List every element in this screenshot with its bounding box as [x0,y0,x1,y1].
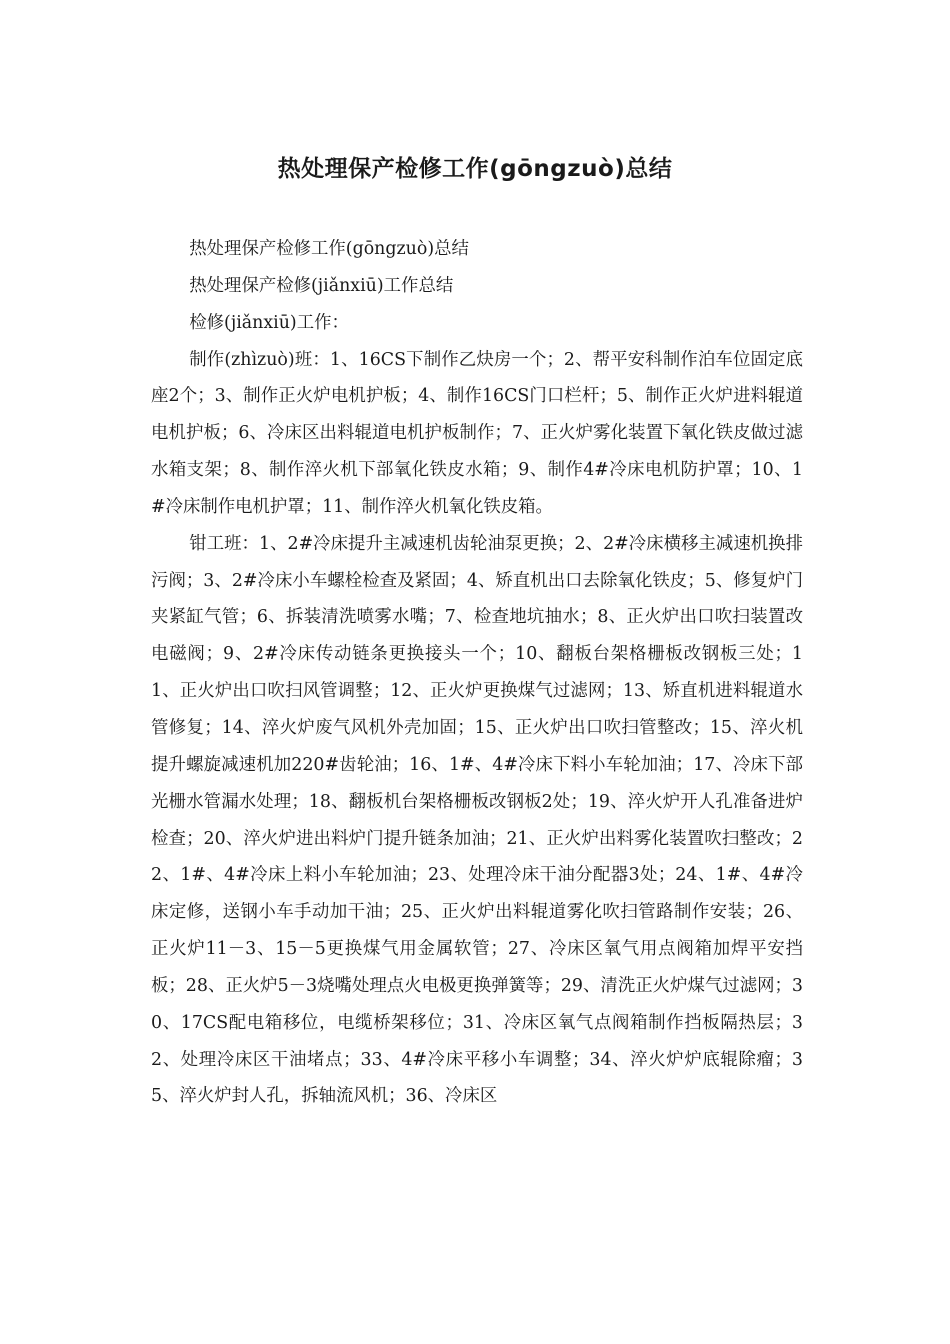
paragraph-subheading: 热处理保产检修(jiǎnxiū)工作总结 [189,275,454,296]
paragraph-fitter-team: 钳工班：1、2#冷床提升主减速机齿轮油泵更换；2、2#冷床横移主减速机换排污阀；3、2#冷床小车螺栓检查及紧固；4、矫直机出口去除氧化铁皮；5、修复炉门夹紧缸气管；6、拆装清洗喷雾水嘴；7、检查地坑抽水；8、正火炉出口吹扫装置改电磁阀；9、2#冷床传动链条更换接头一个；10、翻板台架格栅板改钢板三处；11、正火炉出口吹扫风管调整；12、正火炉更换煤气过滤网；13、矫直机进料辊道水管修复；14、淬火炉废气风机外壳加固；15、正火炉出口吹扫管整改；15、淬火机提升螺旋减速机加220#齿轮油；16、1#、4#冷床下料小车轮加油；17、冷床下部光栅水管漏水处理；18、翻板机台架格栅板改钢板2处；19、淬火炉开人孔准备进炉检查；20、淬火炉进出料炉门提升链条加油；21、正火炉出料雾化装置吹扫整改；22、1#、4#冷床上料小车轮加油；23、处理冷床干油分配器3处；24、1#、4#冷床定修，送钢小车手动加干油；25、正火炉出料辊道雾化吹扫管路制作安装；26、正火炉11－3、15－5更换煤气用金属软管；27、冷床区氧气用点阀箱加焊平安挡板；28、正火炉5－3烧嘴处理点火电极更换弹簧等；29、清洗正火炉煤气过滤网；30、17CS配电箱移位，电缆桥架移位；31、冷床区氧气点阀箱制作挡板隔热层；32、处理冷床区干油堵点；33、4#冷床平移小车调整；34、淬火炉炉底辊除瘤；35、淬火炉封人孔，拆轴流风机；36、冷床区 [151,533,803,1107]
paragraph-heading-repeat: 热处理保产检修工作(gōngzuò)总结 [189,239,469,259]
document-body [151,231,803,1115]
paragraph-section-label: 检修(jiǎnxiū)工作： [189,312,349,333]
paragraph-fabrication-team: 制作(zhìzuò)班：1、16CS下制作乙炔房一个；2、帮平安科制作泊车位固定底座2个；3、制作正火炉电机护板；4、制作16CS门口栏杆；5、制作正火炉进料辊道电机护板；6、冷床区出料辊道电机护板制作；7、正火炉雾化装置下氧化铁皮做过滤水箱支架；8、制作淬火机下部氧化铁皮水箱；9、制作4#冷床电机防护罩；10、1#冷床制作电机护罩；11、制作淬火机氧化铁皮箱。 [151,349,803,517]
document-title: 热处理保产检修工作(gōngzuò)总结 [277,156,673,182]
